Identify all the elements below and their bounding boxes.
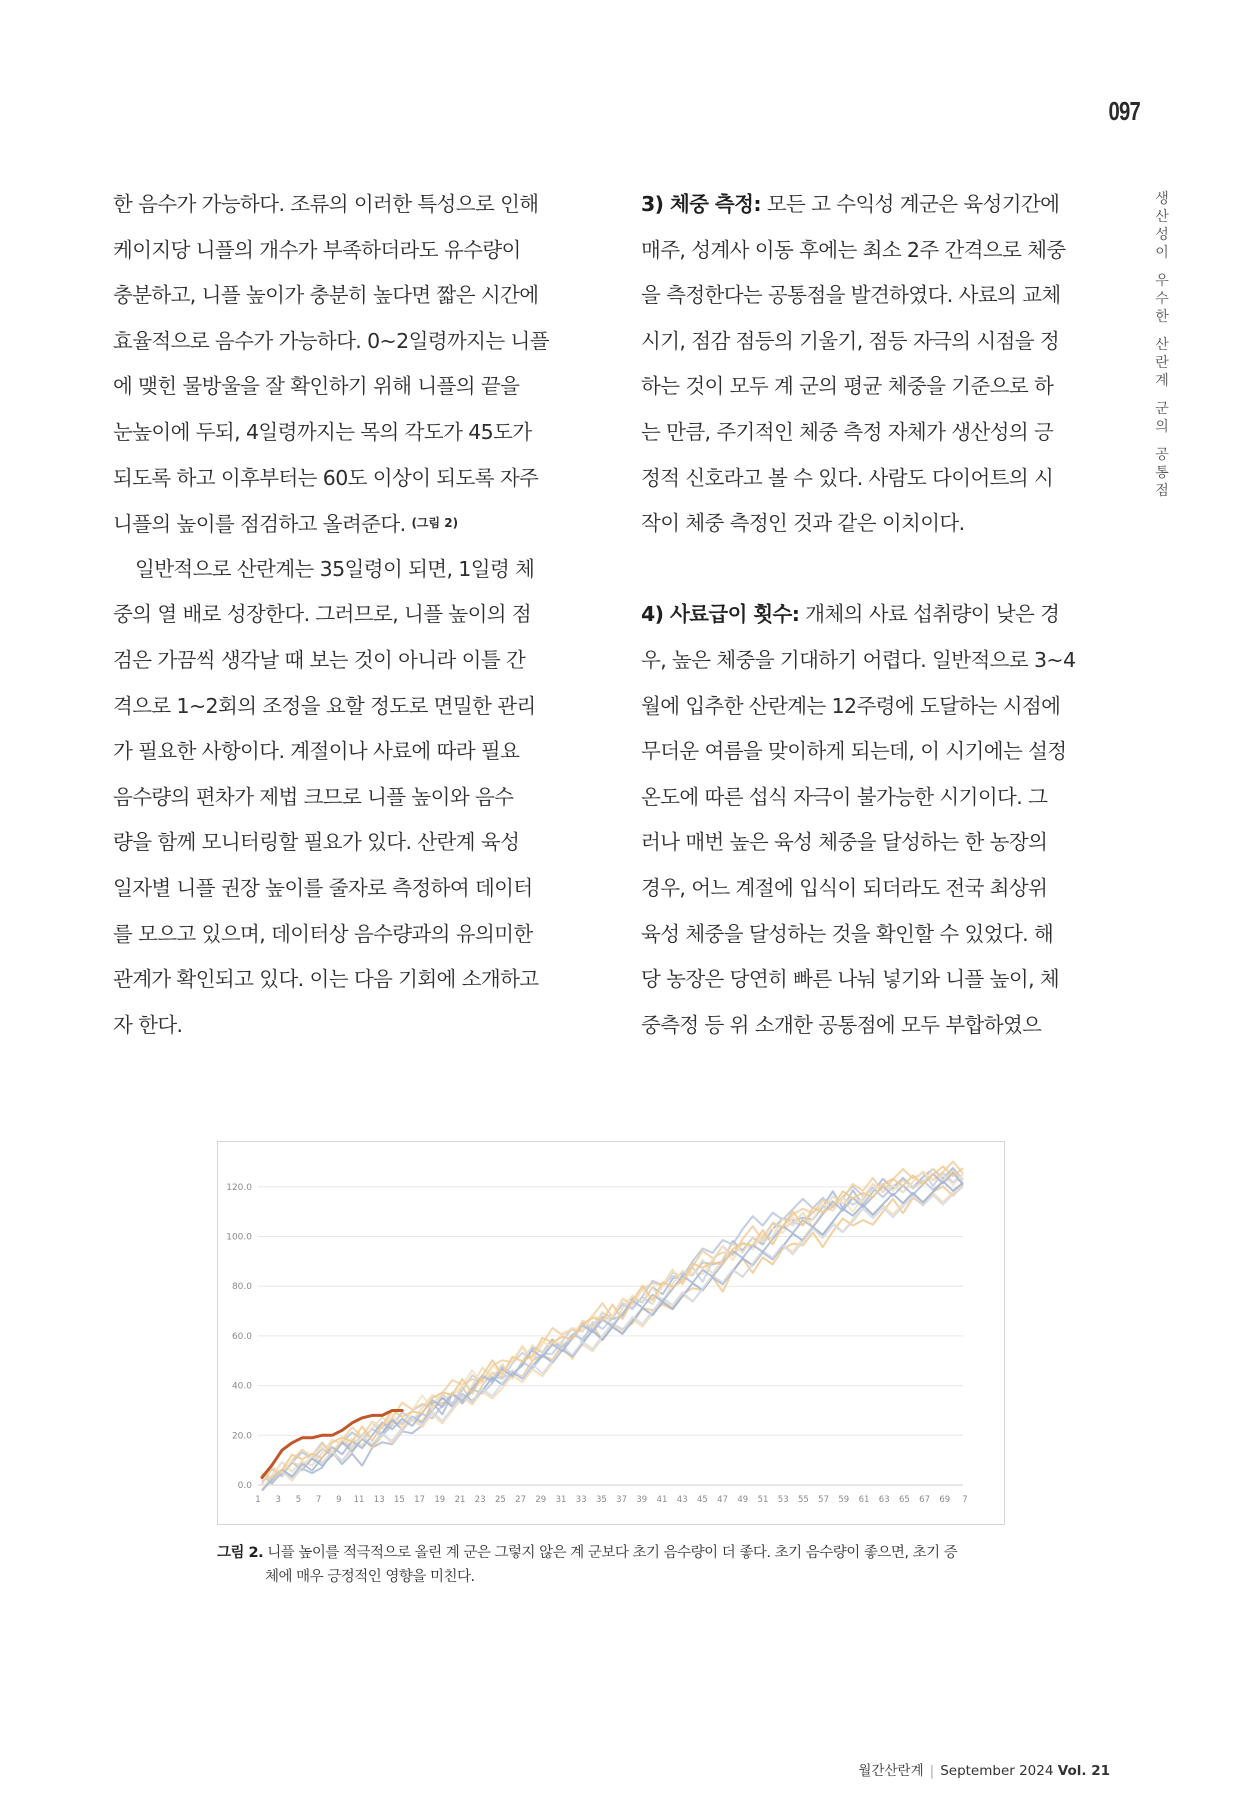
x-tick-label: 59 [838,1495,850,1505]
side-title-char: 의 [1155,419,1169,435]
x-tick-label: 7 [315,1495,322,1505]
x-tick-label: 15 [393,1495,405,1505]
x-tick-label: 51 [757,1495,769,1505]
figure-chart-frame [217,1141,1005,1525]
body-line: 검은 가끔씩 생각날 때 보는 것이 아니라 이틀 간 [113,647,526,672]
right-text-column [641,182,1111,1048]
x-tick-label: 67 [919,1495,931,1505]
x-tick-label: 1 [255,1495,261,1505]
x-tick-label: 3 [275,1495,281,1505]
x-tick-label: 57 [818,1495,830,1505]
x-tick-label: 37 [616,1495,628,1505]
body-line: 는 만큼, 주기적인 체중 측정 자체가 생산성의 긍 [641,419,1054,444]
x-tick-label: 53 [777,1495,789,1505]
section-3-heading: 3) 체중 측정: [641,192,761,216]
x-tick-label: 69 [939,1495,951,1505]
body-line: 러나 매번 높은 육성 체중을 달성하는 한 농장의 [641,830,1048,855]
magazine-name: 월간산란계 [858,1763,924,1779]
body-line: 효율적으로 음수가 가능하다. 0~2일령까지는 니플 [113,328,549,353]
body-line: 하는 것이 모두 계 군의 평균 체중을 기준으로 하 [641,374,1054,399]
page-footer [700,1759,1110,1779]
x-tick-label: 9 [336,1495,342,1505]
footer-separator: | [929,1763,935,1779]
side-title-gap [1150,326,1174,336]
x-tick-label: 19 [434,1495,446,1505]
body-line: 케이지당 니플의 개수가 부족하더라도 유수량이 [113,237,521,262]
vertical-section-title [1150,190,1174,500]
body-line: 육성 체중을 달성하는 것을 확인할 수 있었다. 해 [641,921,1054,946]
body-line: 눈높이에 두되, 4일령까지는 목의 각도가 45도가 [113,419,532,444]
x-tick-label: 29 [535,1495,547,1505]
body-line: 음수량의 편차가 제법 크므로 니플 높이와 음수 [113,784,514,809]
x-tick-label: 33 [575,1495,587,1505]
body-line: 량을 함께 모니터링할 필요가 있다. 산란계 육성 [113,830,520,855]
y-tick-label: 80.0 [231,1282,252,1293]
y-tick-label: 0.0 [237,1481,252,1491]
x-tick-label: 63 [878,1495,890,1505]
side-title-gap [1150,262,1174,272]
body-text: 개체의 사료 섭취량이 낮은 경 [799,602,1060,627]
x-tick-label: 17 [414,1495,426,1505]
x-tick-label: 39 [636,1495,648,1505]
x-tick-label: 47 [717,1495,729,1505]
body-line: 작이 체중 측정인 것과 같은 이치이다. [641,511,965,536]
y-tick-label: 20.0 [231,1431,252,1442]
body-line: 중측정 등 위 소개한 공통점에 모두 부합하였으 [641,1012,1042,1037]
side-title-char: 생 [1155,191,1169,207]
body-line: 관계가 확인되고 있다. 이는 다음 기회에 소개하고 [113,967,539,992]
side-title-char: 공 [1155,447,1169,463]
x-tick-label: 41 [656,1495,668,1505]
x-tick-label: 23 [474,1495,486,1505]
x-tick-label: 61 [858,1495,870,1505]
side-title-gap [1150,436,1174,446]
x-tick-label: 21 [454,1495,466,1505]
x-tick-label: 45 [696,1495,708,1505]
y-tick-label: 120.0 [226,1182,252,1193]
body-line-with-reference [113,501,579,547]
x-tick-label: 55 [797,1495,809,1505]
body-text: 니플의 높이를 점검하고 올려준다. [113,512,406,537]
x-tick-label: 7 [962,1495,968,1505]
nipple-height-line-chart [218,1142,1004,1524]
x-tick-label: 27 [515,1495,527,1505]
background-series-line [262,1173,963,1491]
body-line: 당 농장은 당연히 빠른 나눠 넣기와 니플 높이, 체 [641,967,1060,992]
issue-volume: Vol. 21 [1057,1763,1110,1779]
body-line: 되도록 하고 이후부터는 60도 이상이 되도록 자주 [113,465,539,490]
body-line: 무더운 여름을 맞이하게 되는데, 이 시기에는 설정 [641,739,1067,764]
side-title-char: 통 [1155,465,1169,481]
body-line: 매주, 성계사 이동 후에는 최소 2주 간격으로 체중 [641,237,1066,262]
body-line: 일자별 니플 권장 높이를 줄자로 측정하여 데이터 [113,875,533,900]
caption-text: 니플 높이를 적극적으로 올린 계 군은 그렇지 않은 계 군보다 초기 음수량이 더 좋다. 초기 음수량이 좋으면, 초기 증 [263,1545,958,1561]
x-tick-label: 43 [676,1495,688,1505]
body-line: 에 맺힌 물방울을 잘 확인하기 위해 니플의 끝을 [113,374,520,399]
side-title-char: 이 [1155,245,1169,261]
x-tick-label: 25 [494,1495,506,1505]
y-tick-label: 100.0 [226,1232,252,1243]
side-title-char: 우 [1155,273,1169,289]
side-title-char: 산 [1155,337,1169,353]
section-3-first-line [641,182,1111,228]
figure-reference: (그림 2) [411,516,459,531]
body-line: 월에 입추한 산란계는 12주령에 도달하는 시점에 [641,693,1061,718]
body-line: 정적 신호라고 볼 수 있다. 사람도 다이어트의 시 [641,465,1054,490]
body-line: 가 필요한 사항이다. 계절이나 사료에 따라 필요 [113,739,520,764]
side-title-gap [1150,390,1174,400]
section-4-heading: 4) 사료급이 횟수: [641,602,800,627]
body-line: 시기, 점감 점등의 기울기, 점등 자극의 시점을 정 [641,328,1060,353]
body-line: 우, 높은 체중을 기대하기 어렵다. 일반적으로 3~4 [641,647,1076,672]
figure-caption [217,1541,1017,1589]
background-series-line [262,1184,963,1484]
body-line: 자 한다. [113,1012,183,1037]
caption-label: 그림 2. [217,1545,264,1561]
body-line: 을 측정한다는 공통점을 발견하였다. 사료의 교체 [641,283,1061,308]
caption-line-1 [217,1541,1017,1565]
body-line: 온도에 따른 섭식 자극이 불가능한 시기이다. 그 [641,784,1048,809]
issue-date: September 2024 [940,1763,1054,1779]
left-text-column [113,182,579,1048]
x-tick-label: 5 [295,1495,302,1505]
x-tick-label: 35 [595,1495,607,1505]
side-title-char: 계 [1155,373,1169,389]
x-tick-label: 65 [898,1495,910,1505]
paragraph-start-line: 일반적으로 산란계는 35일령이 되면, 1일령 체 [135,556,535,581]
body-line: 충분하고, 니플 높이가 충분히 높다면 짧은 시간에 [113,283,539,308]
y-tick-label: 60.0 [231,1331,252,1342]
body-line: 격으로 1~2회의 조정을 요할 정도로 면밀한 관리 [113,693,536,718]
y-tick-label: 40.0 [231,1381,252,1392]
side-title-char: 수 [1155,291,1169,307]
body-line: 를 모으고 있으며, 데이터상 음수량과의 유의미한 [113,921,533,946]
side-title-char: 산 [1155,209,1169,225]
side-title-char: 성 [1155,227,1169,243]
section-spacer [641,547,1111,593]
body-text: 모든 고 수익성 계군은 육성기간에 [760,192,1060,216]
section-4-first-line [641,592,1111,638]
x-tick-label: 31 [555,1495,567,1505]
side-title-char: 군 [1155,401,1169,417]
x-tick-label: 13 [373,1495,385,1505]
side-title-char: 점 [1155,483,1169,499]
side-title-char: 란 [1155,355,1169,371]
body-line: 한 음수가 가능하다. 조류의 이러한 특성으로 인해 [113,192,539,216]
x-tick-label: 49 [737,1495,749,1505]
x-tick-label: 11 [353,1495,365,1505]
body-line: 경우, 어느 계절에 입식이 되더라도 전국 최상위 [641,875,1048,900]
body-line: 중의 열 배로 성장한다. 그러므로, 니플 높이의 점 [113,602,532,627]
side-title-char: 한 [1155,309,1169,325]
caption-line-2: 체에 매우 긍정적인 영향을 미친다. [265,1569,475,1585]
page-number: 097 [1108,96,1140,126]
